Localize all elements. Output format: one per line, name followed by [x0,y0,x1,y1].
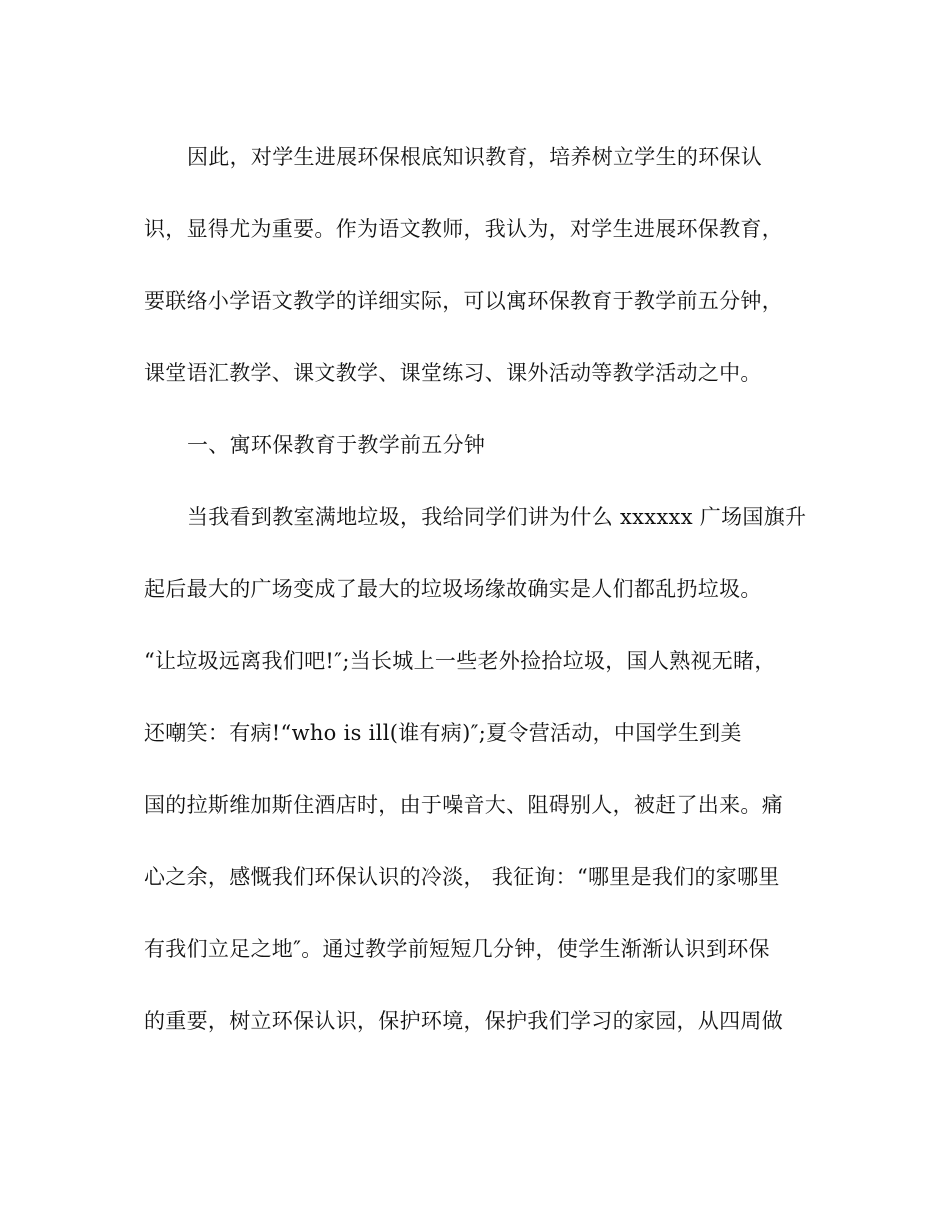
section-heading: 一、寓环保教育于教学前五分钟 [187,433,486,457]
paragraph-line: 当我看到教室满地垃圾，我给同学们讲为什么 xxxxxx 广场国旗升 [187,505,807,529]
paragraph-line: 起后最大的广场变成了最大的垃圾场缘故确实是人们都乱扔垃圾。 [144,577,762,601]
paragraph-line: 的重要，树立环保认识，保护环境，保护我们学习的家园，从四周做 [144,1009,783,1033]
paragraph-line: 心之余，感慨我们环保认识的冷淡， 我征询：“哪里是我们的家哪里 [144,865,780,889]
paragraph-line: 要联络小学语文教学的详细实际，可以寓环保教育于教学前五分钟， [144,289,783,313]
paragraph-line: “让垃圾远离我们吧!″;当长城上一些老外捡拾垃圾，国人熟视无睹， [144,649,776,673]
paragraph-line: 还嘲笑：有病!“who is ill(谁有病)″;夏令营活动，中国学生到美 [144,721,742,745]
paragraph-line: 课堂语汇教学、课文教学、课堂练习、课外活动等教学活动之中。 [144,361,762,385]
paragraph-line: 国的拉斯维加斯住酒店时，由于噪音大、阻碍别人，被赶了出来。痛 [144,793,783,817]
paragraph-line: 识，显得尤为重要。作为语文教师，我认为，对学生进展环保教育， [144,217,783,241]
paragraph-line: 有我们立足之地″。通过教学前短短几分钟，使学生渐渐认识到环保 [144,937,770,961]
paragraph-line: 因此，对学生进展环保根底知识教育，培养树立学生的环保认 [187,145,763,169]
